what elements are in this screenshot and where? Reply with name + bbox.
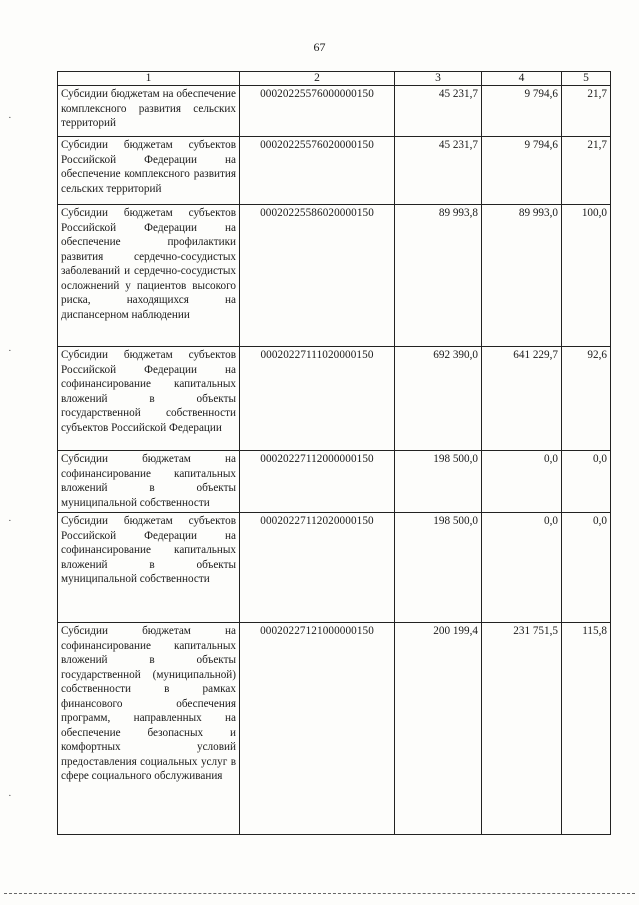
row-executed: 231 751,5	[482, 623, 562, 835]
scan-edge-line	[4, 893, 635, 894]
row-percent: 21,7	[562, 137, 611, 205]
budget-table	[57, 71, 611, 835]
margin-mark: ·	[8, 515, 12, 527]
row-name: Субсидии бюджетам субъектов Российской Федерации на обеспечение профилактики развития сердечно-сосудистых заболеваний и сердечно-сосудистых осложнений у пациентов высокого риска, находящихся на диспансерном наблюдении	[58, 205, 240, 347]
table-row	[58, 86, 611, 137]
row-planned: 200 199,4	[395, 623, 482, 835]
row-code: 00020227112000000150	[240, 451, 395, 513]
page-number: 67	[313, 40, 326, 54]
row-name: Субсидии бюджетам на софинансирование капитальных вложений в объекты государственной (муниципальной) собственности в рамках финансового обеспечения программ, направленных на обеспечение безопасных и комфортных условий предоставления социальных услуг в сфере социального обслуживания	[58, 623, 240, 835]
row-executed: 641 229,7	[482, 347, 562, 451]
row-percent: 0,0	[562, 451, 611, 513]
row-percent: 21,7	[562, 86, 611, 137]
row-executed: 0,0	[482, 513, 562, 623]
row-planned: 89 993,8	[395, 205, 482, 347]
row-code: 00020227112020000150	[240, 513, 395, 623]
table-header-row	[58, 72, 611, 86]
margin-mark: ·	[8, 790, 12, 802]
table-row	[58, 205, 611, 347]
column-header-5: 5	[562, 72, 611, 86]
row-executed: 9 794,6	[482, 137, 562, 205]
row-percent: 0,0	[562, 513, 611, 623]
row-planned: 45 231,7	[395, 86, 482, 137]
row-percent: 100,0	[562, 205, 611, 347]
table-row	[58, 347, 611, 451]
row-code: 00020225576020000150	[240, 137, 395, 205]
column-header-4: 4	[482, 72, 562, 86]
row-planned: 198 500,0	[395, 451, 482, 513]
row-planned: 198 500,0	[395, 513, 482, 623]
row-name: Субсидии бюджетам на софинансирование капитальных вложений в объекты муниципальной собственности	[58, 451, 240, 513]
column-header-3: 3	[395, 72, 482, 86]
row-percent: 115,8	[562, 623, 611, 835]
row-code: 00020227111020000150	[240, 347, 395, 451]
table-row	[58, 451, 611, 513]
row-executed: 89 993,0	[482, 205, 562, 347]
row-planned: 692 390,0	[395, 347, 482, 451]
row-percent: 92,6	[562, 347, 611, 451]
table-row	[58, 513, 611, 623]
row-code: 00020225586020000150	[240, 205, 395, 347]
margin-mark: ·	[8, 112, 12, 124]
row-name: Субсидии бюджетам на обеспечение комплексного развития сельских территорий	[58, 86, 240, 137]
column-header-2: 2	[240, 72, 395, 86]
row-code: 00020225576000000150	[240, 86, 395, 137]
row-name: Субсидии бюджетам субъектов Российской Федерации на софинансирование капитальных вложений в объекты муниципальной собственности	[58, 513, 240, 623]
table-row	[58, 623, 611, 835]
row-planned: 45 231,7	[395, 137, 482, 205]
row-name: Субсидии бюджетам субъектов Российской Федерации на софинансирование капитальных вложений в объекты государственной собственности субъектов Российской Федерации	[58, 347, 240, 451]
margin-mark: ·	[8, 345, 12, 357]
row-executed: 9 794,6	[482, 86, 562, 137]
row-name: Субсидии бюджетам субъектов Российской Федерации на обеспечение комплексного развития сельских территорий	[58, 137, 240, 205]
column-header-1: 1	[58, 72, 240, 86]
table-row	[58, 137, 611, 205]
row-executed: 0,0	[482, 451, 562, 513]
row-code: 00020227121000000150	[240, 623, 395, 835]
